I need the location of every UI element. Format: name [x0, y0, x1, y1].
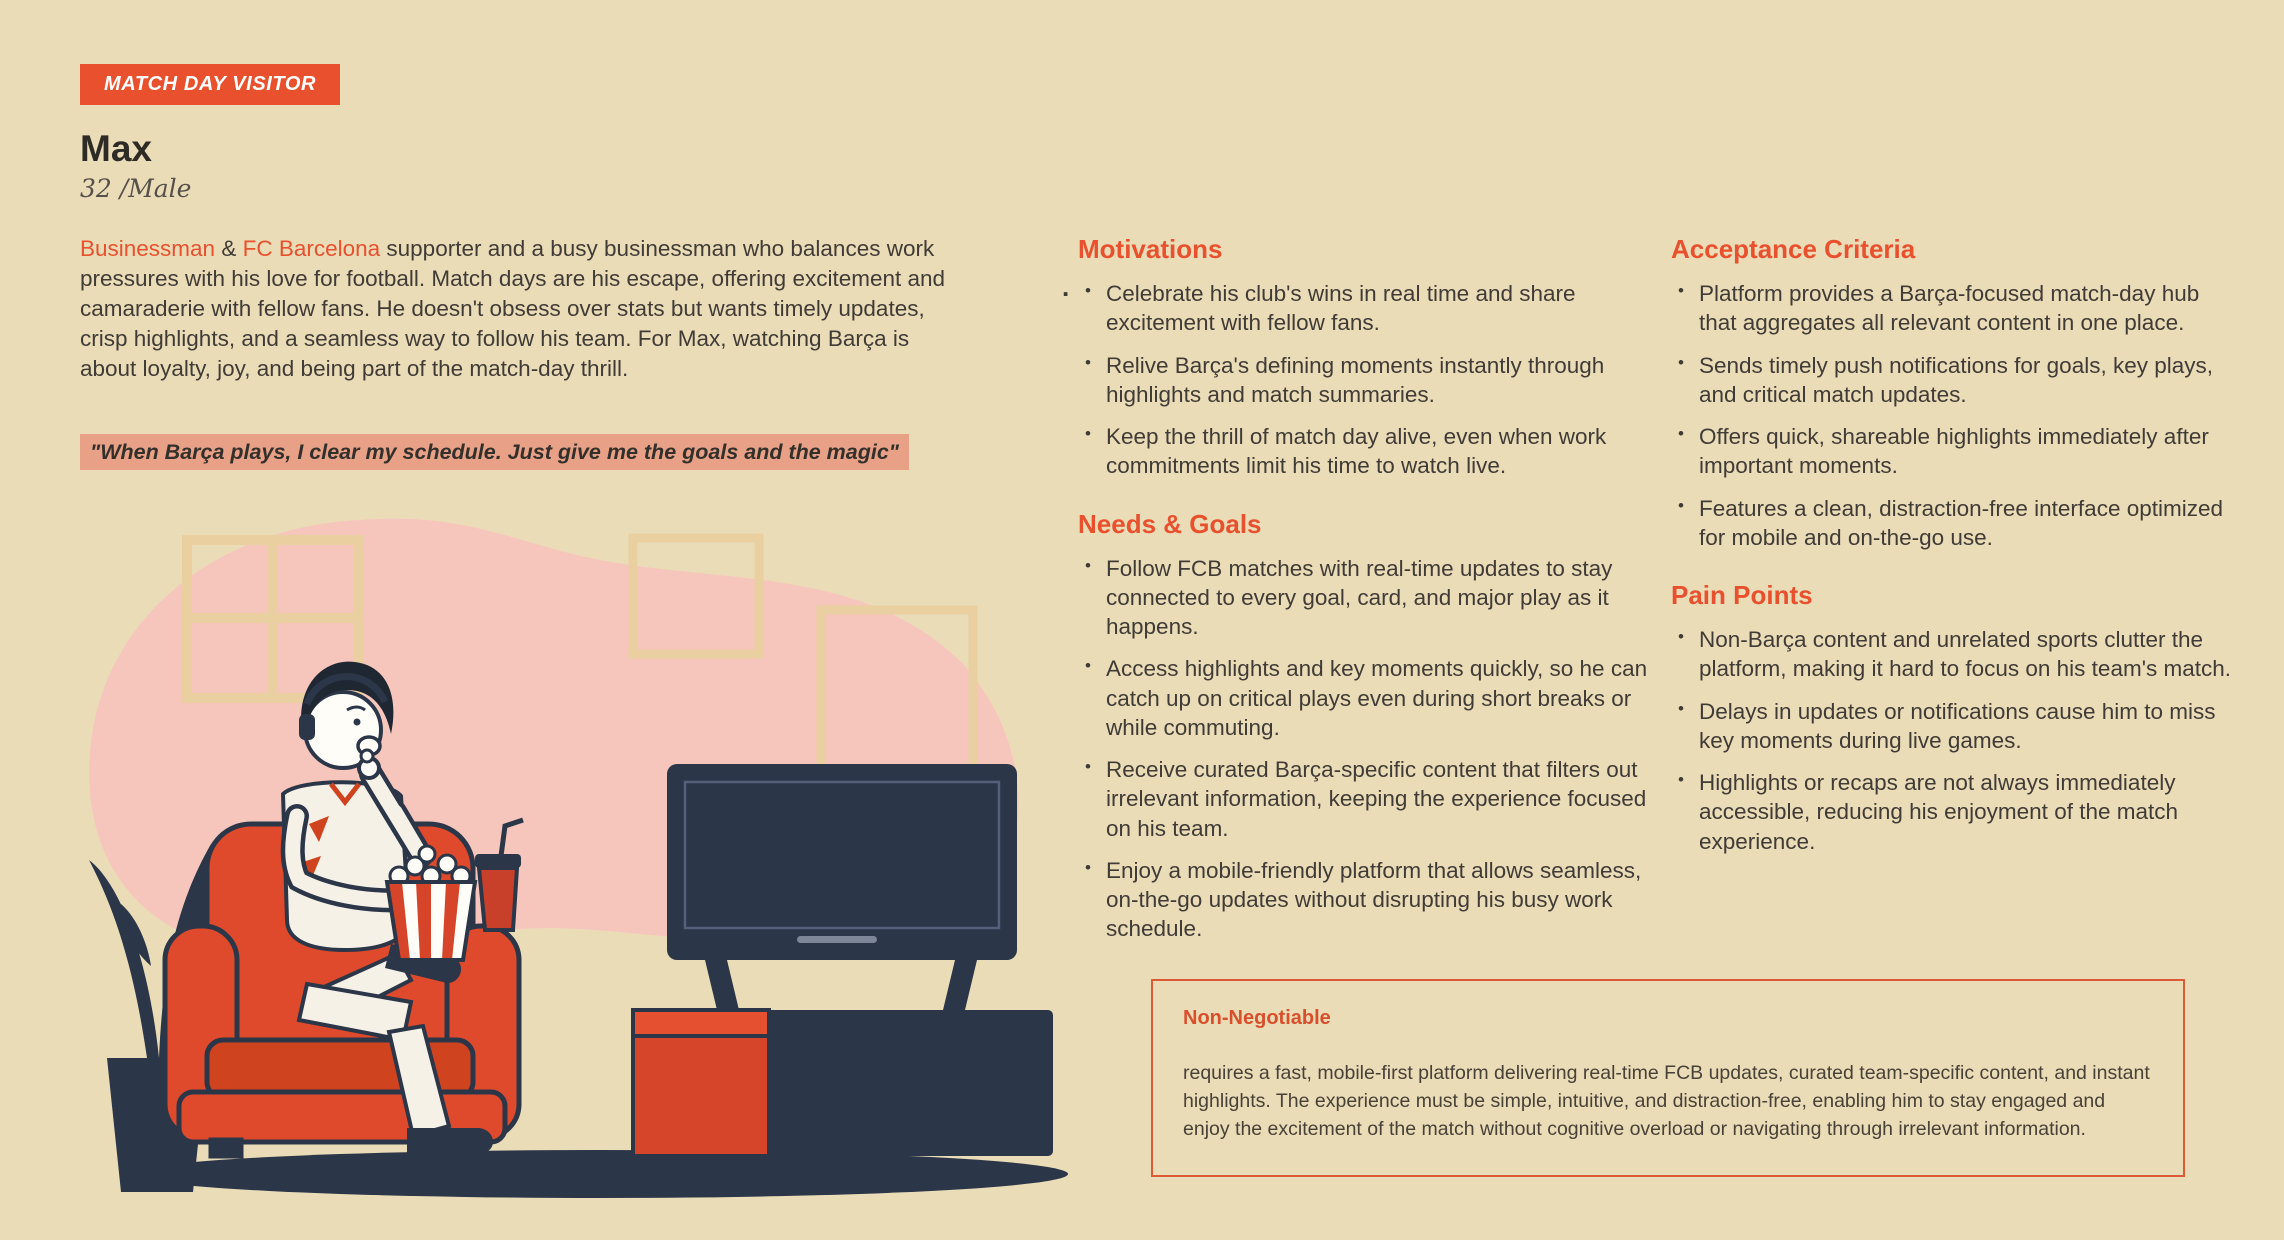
persona-bio — [80, 234, 948, 384]
list-item: • Non-Barça content and unrelated sports clutter the platform, making it hard to focus on his team's match. — [1671, 625, 2233, 684]
list-item: • Keep the thrill of match day alive, even when work commitments limit his time to watch live. — [1078, 422, 1656, 481]
list-item: • Follow FCB matches with real-time updates to stay connected to every goal, card, and major play as it happens. — [1078, 554, 1656, 642]
persona-illustration — [55, 492, 1090, 1207]
persona-age-gender: 32 /Male — [80, 174, 192, 203]
pain-points-title: Pain Points — [1671, 580, 1813, 610]
section-motivations — [1078, 234, 1656, 481]
list-item: • Features a clean, distraction-free interface optimized for mobile and on-the-go use. — [1671, 494, 2233, 553]
bio-text: supporter and a busy businessman who balances work pressures with his love for football. Match days are his escape, offering excitement and camaraderie with fellow fans. He doesn't obsess over stats but wants timely updates, crisp highlights, and a seamless way to follow his team. For Max, watching Barça is about loyalty, joy, and being part of the match-day thrill. — [80, 236, 946, 381]
acceptance-criteria-list — [1671, 279, 2233, 552]
section-needs-goals — [1078, 509, 1656, 944]
popcorn-piece — [361, 750, 373, 762]
list-item: • Sends timely push notifications for goals, key plays, and critical match updates. — [1671, 351, 2233, 410]
bio-separator: & — [215, 236, 243, 261]
list-item: • Platform provides a Barça-focused match-day hub that aggregates all relevant content in one place. — [1671, 279, 2233, 338]
motivations-title: Motivations — [1078, 234, 1223, 264]
stray-bullet-dot: . — [1062, 272, 1070, 302]
list-item: • Highlights or recaps are not always immediately accessible, reducing his enjoyment of the match experience. — [1671, 768, 2233, 856]
list-item: • Receive curated Barça-specific content that filters out irrelevant information, keeping the experience focused on his team. — [1078, 755, 1656, 843]
list-item: • Access highlights and key moments quickly, so he can catch up on critical plays even during short breaks or while commuting. — [1078, 654, 1656, 742]
motivations-list — [1078, 279, 1656, 481]
list-item: • Relive Barça's defining moments instantly through highlights and match summaries. — [1078, 351, 1656, 410]
column-right — [1671, 234, 2233, 884]
floor-shadow — [132, 1150, 1068, 1198]
bio-occupation-highlight: Businessman — [80, 236, 216, 261]
persona-type-badge: MATCH DAY VISITOR — [80, 64, 340, 105]
non-negotiable-body: requires a fast, mobile-first platform delivering real-time FCB updates, curated team-specific content, and instant highlights. The experience must be simple, intuitive, and distraction-free, enabling him to stay engaged and enjoy the excitement of the match without cognitive overload or navigating through irrelevant information. — [1183, 1062, 2150, 1140]
side-table — [633, 1010, 769, 1156]
list-item: • Offers quick, shareable highlights immediately after important moments. — [1671, 422, 2233, 481]
needs-goals-list — [1078, 554, 1656, 944]
tv — [667, 764, 1017, 1010]
section-pain-points — [1671, 580, 2233, 856]
eye — [354, 719, 361, 726]
tv-console — [755, 1010, 1053, 1156]
acceptance-criteria-title: Acceptance Criteria — [1671, 234, 1916, 264]
bio-club-highlight: FC Barcelona — [242, 236, 381, 261]
headphone-earcup — [299, 714, 315, 740]
pain-points-list — [1671, 625, 2233, 856]
needs-goals-title: Needs & Goals — [1078, 508, 1262, 539]
persona-name: Max — [80, 128, 152, 169]
quote-text: "When Barça plays, I clear my schedule. Just give me the goals and the magic" — [80, 434, 909, 470]
non-negotiable-title: Non-Negotiable — [1183, 1007, 1331, 1029]
list-item: • Celebrate his club's wins in real time and share excitement with fellow fans. — [1078, 279, 1656, 338]
column-middle — [1078, 234, 1656, 972]
non-negotiable-box — [1151, 979, 2185, 1177]
list-item: • Delays in updates or notifications cause him to miss key moments during live games. — [1671, 697, 2233, 756]
shoe — [407, 1128, 493, 1154]
persona-quote — [80, 440, 909, 465]
section-acceptance-criteria — [1671, 234, 2233, 552]
list-item: • Enjoy a mobile-friendly platform that allows seamless, on-the-go updates without disrupting his busy work schedule. — [1078, 856, 1656, 944]
